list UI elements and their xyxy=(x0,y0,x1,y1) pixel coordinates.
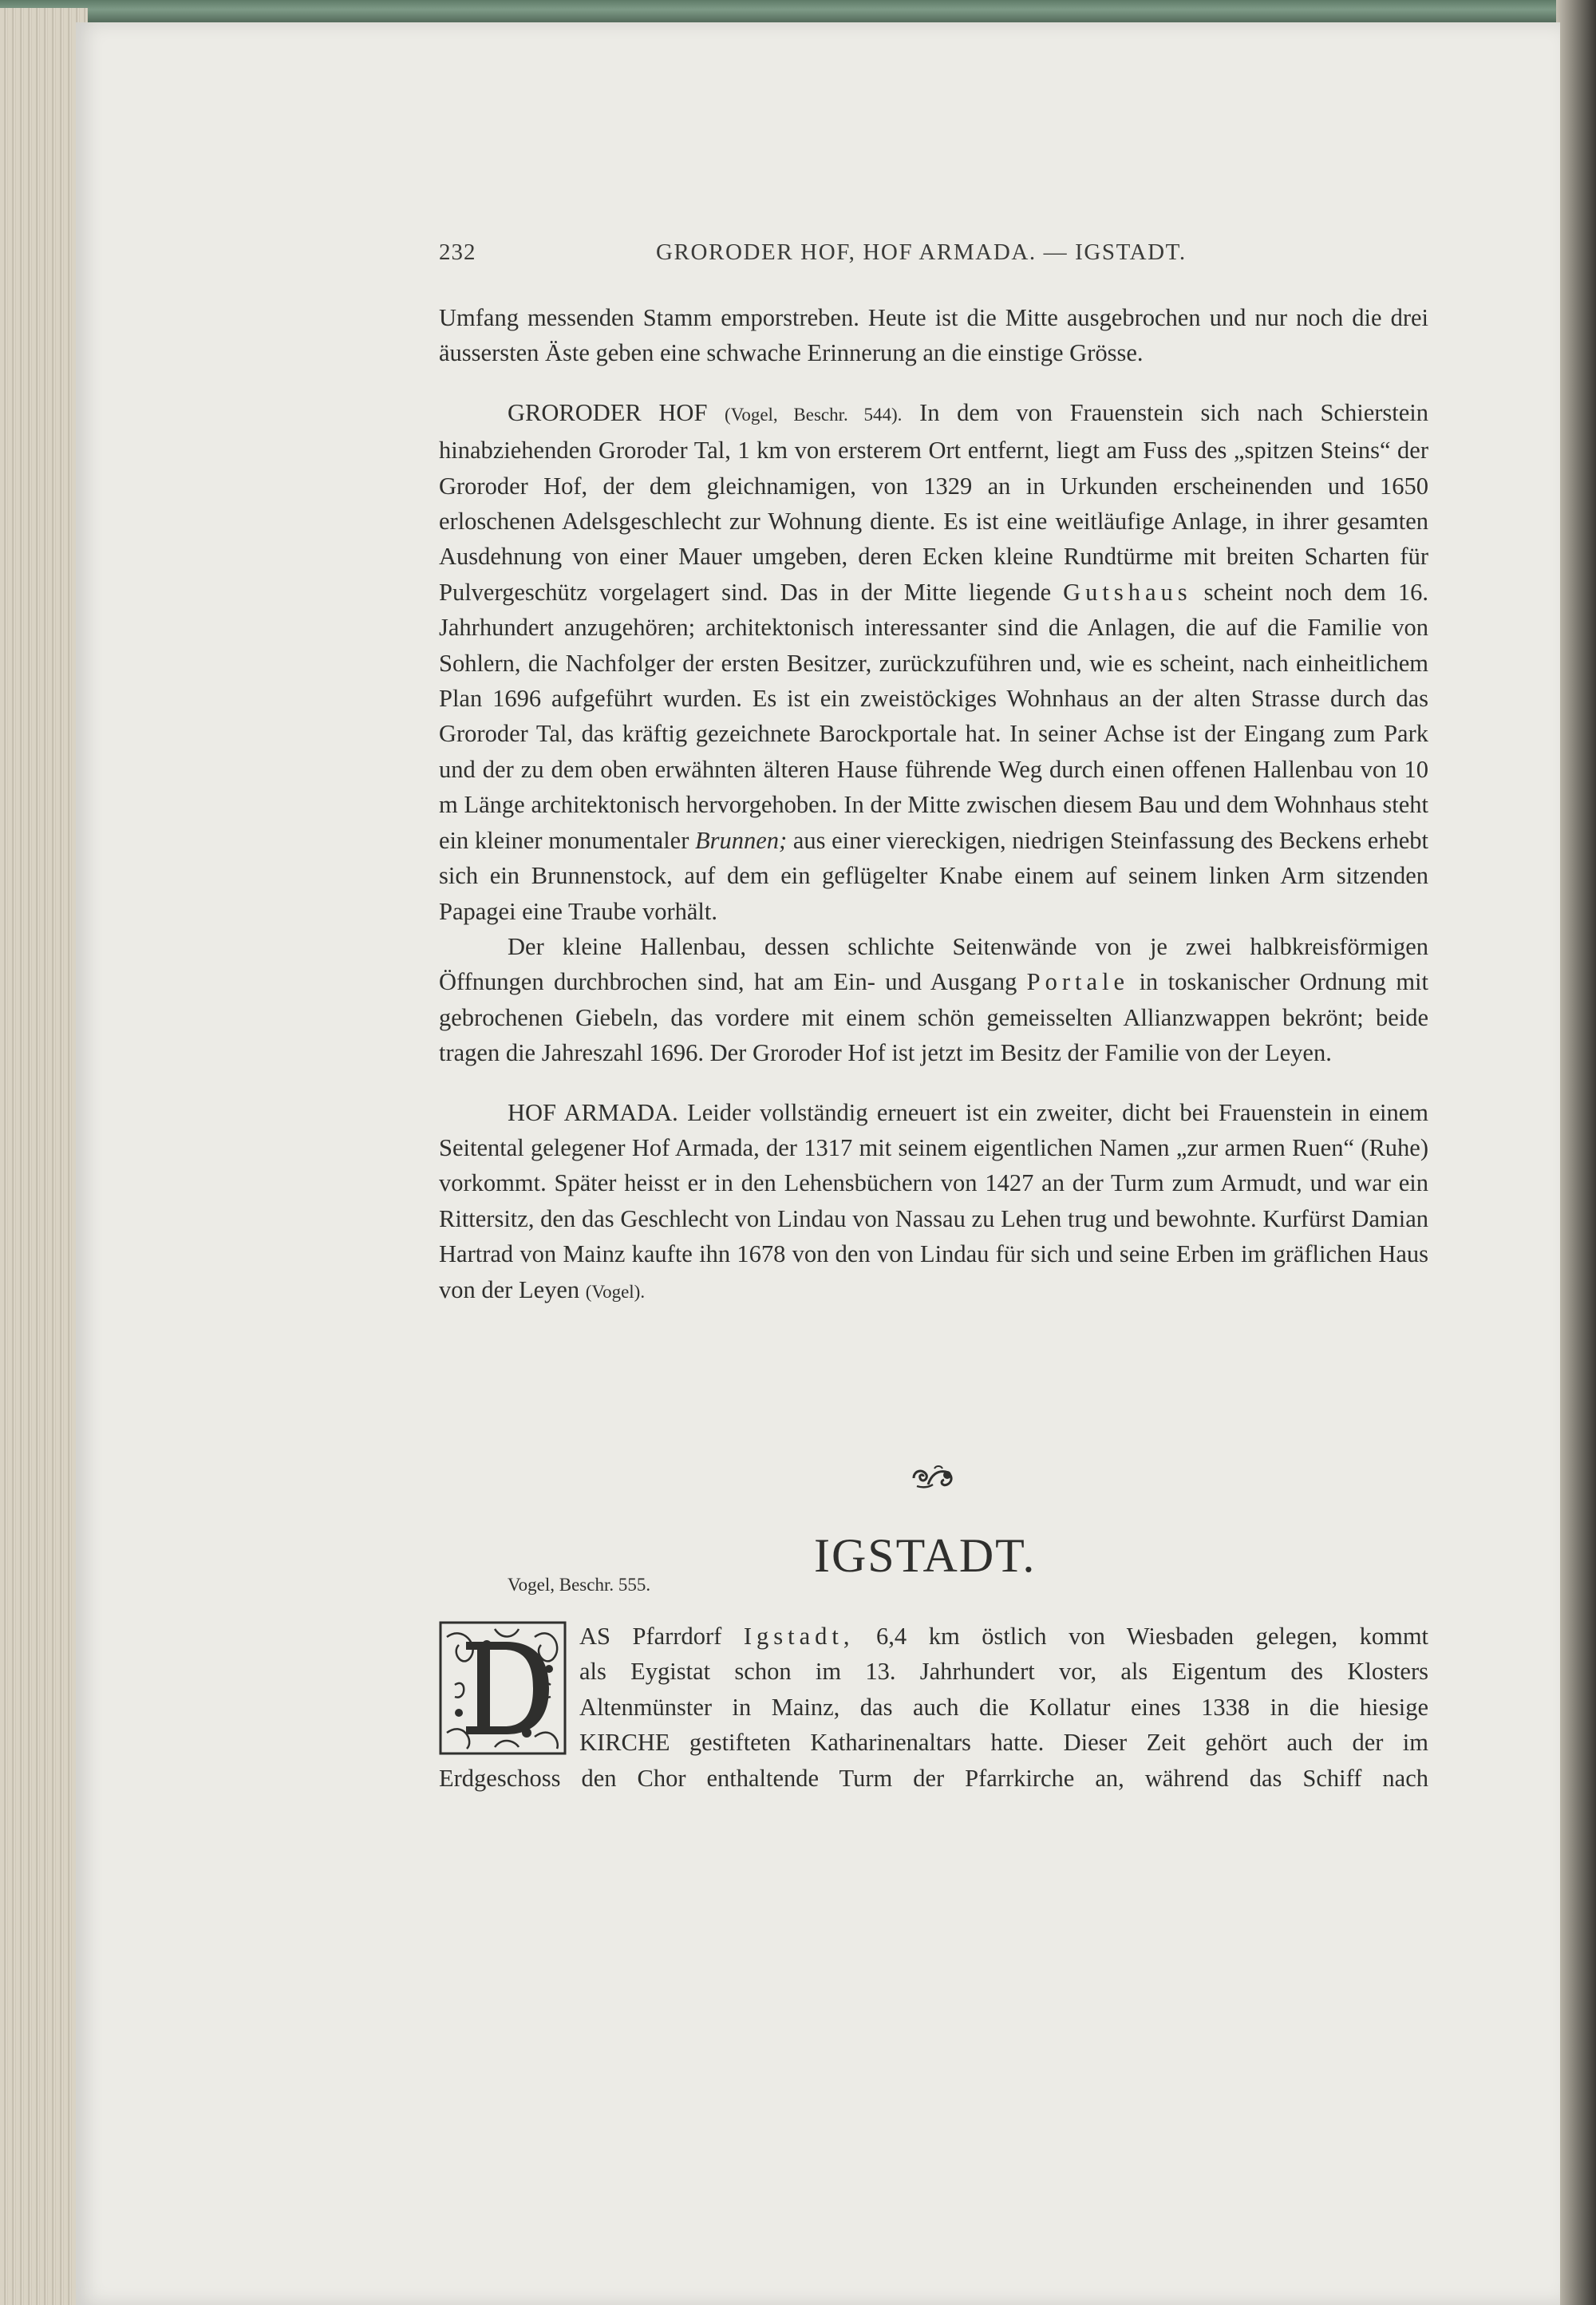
paragraph-text: aus einer viereckigen, niedrigen Steinfassung des Beckens erhebt sich ein Brunnenstock, auf dem ein geflügelter Knabe einem auf seinem linken Arm sitzenden Papagei eine Traube vorhält. xyxy=(439,826,1429,925)
term-brunnen: Brunnen; xyxy=(695,826,788,854)
paragraph-text: in toskanischer Ordnung mit gebrochenen Giebeln, das vordere mit einem schön gemeisselten Allianzwappen bekrönt; beide tragen die Jahreszahl 1696. Der Groroder Hof ist jetzt im Besitz der Familie von der Leyen. xyxy=(439,968,1428,1067)
paragraph-groroder-hof xyxy=(439,395,1428,929)
line-text: 6,4 km östlich von Wiesbaden gelegen, kommt xyxy=(876,1623,1429,1650)
term-gutshaus: Gutshaus xyxy=(1063,578,1192,606)
reference-vogel-544: (Vogel, Beschr. 544). xyxy=(725,404,903,425)
main-text xyxy=(439,300,1428,1310)
book-cover-edge xyxy=(0,0,1596,24)
section-heading-groroder-hof: GRORODER HOF xyxy=(508,398,708,426)
running-title: GRORODER HOF, HOF ARMADA. — IGSTADT. xyxy=(656,239,1187,265)
text-line: Altenmünster in Mainz, das auch die Kollatur eines 1338 in die hiesige xyxy=(579,1693,1428,1721)
page-stack-edge xyxy=(0,8,88,2305)
paragraph-continuation: Umfang messenden Stamm emporstreben. Heute ist die Mitte ausgebrochen und nur noch die drei äussersten Äste geben eine schwache Erinnerung an die einstige Grösse. xyxy=(439,304,1428,367)
igstadt-text xyxy=(439,1619,1428,1796)
reference-vogel-555: Vogel, Beschr. 555. xyxy=(508,1575,651,1595)
paragraph-text: scheint noch dem 16. Jahrhundert anzugehören; architektonisch interessanter sind die Anlagen, die auf die Familie von Sohlern, die Nachfolger der ersten Besitzer, zurückzuführen und, wie es scheint, nach einheitlichem Plan 1696 aufgeführt wurden. Es ist ein zweistöckiges Wohnhaus an der alten Strasse durch das Groroder Tal, das kräftig gezeichnete Barockportale hat. In seiner Achse ist der Eingang zum Park und der zu dem oben erwähnten älteren Hause führende Weg durch einen offenen Hallenbau von 10 m Länge architektonisch hervorgehoben. In der Mitte zwischen diesem Bau und dem Wohnhaus steht ein kleiner monumentaler xyxy=(439,578,1429,854)
fleuron-ornament-icon xyxy=(911,1464,955,1491)
paragraph-hallenbau xyxy=(439,929,1428,1071)
text-line xyxy=(579,1619,1428,1654)
line-text: AS Pfarrdorf xyxy=(579,1623,722,1650)
term-igstadt: Igstadt, xyxy=(743,1623,855,1650)
paragraph-text: Leider vollständig erneuert ist ein zweiter, dicht bei Frauenstein in einem Seitental gelegener Hof Armada, der 1317 mit seinem eigentlichen Namen „zur armen Ruen“ (Ruhe) vorkommt. Später heisst er in den Lehensbüchern von 1427 an der Turm zum Armudt, und war ein Rittersitz, den das Geschlecht von Lindau von Nassau zu Lehen trug und bewohnte. Kurfürst Damian Hartrad von Mainz kaufte ihn 1678 von den von Lindau für sich und seine Erben im gräflichen Haus von der Leyen xyxy=(439,1098,1429,1303)
text-line: KIRCHE gestifteten Katharinenaltars hatte. Dieser Zeit gehört auch der im xyxy=(579,1729,1428,1757)
term-portale: Portale xyxy=(1026,968,1130,996)
section-title-igstadt: IGSTADT. xyxy=(814,1529,1037,1582)
section-heading-hof-armada: HOF ARMADA. xyxy=(508,1098,678,1126)
paragraph-text: Der kleine Hallenbau, dessen schlichte Seitenwände von je zwei halbkreisförmigen Öffnungen durchbrochen sind, hat am Ein- und Ausgang xyxy=(439,932,1428,996)
book-spine-shadow xyxy=(1556,0,1596,2305)
reference-vogel: (Vogel). xyxy=(585,1281,646,1302)
paragraph-text: In dem von Frauenstein sich nach Schierstein hinabziehenden Groroder Tal, 1 km von ersterem Ort entfernt, liegt am Fuss des „spitzen Steins“ der Groroder Hof, der dem gleichnamigen, von 1329 an in Urkunden erscheinenden und 1650 erloschenen Adelsgeschlecht zur Wohnung diente. Es ist eine weitläufige Anlage, in ihrer gesamten Ausdehnung von einer Mauer umgeben, deren Ecken kleine Rundtürme mit breiten Scharten für Pulvergeschütz vorgelagert sind. Das in der Mitte liegende xyxy=(439,398,1428,606)
text-line: als Eygistat schon im 13. Jahrhundert vor, als Eigentum des Klosters xyxy=(579,1658,1428,1686)
page-number: 232 xyxy=(439,239,476,265)
paragraph-hof-armada xyxy=(439,1095,1428,1310)
text-line: Erdgeschoss den Chor enthaltende Turm der Pfarrkirche an, während das Schiff nach xyxy=(439,1764,1428,1792)
